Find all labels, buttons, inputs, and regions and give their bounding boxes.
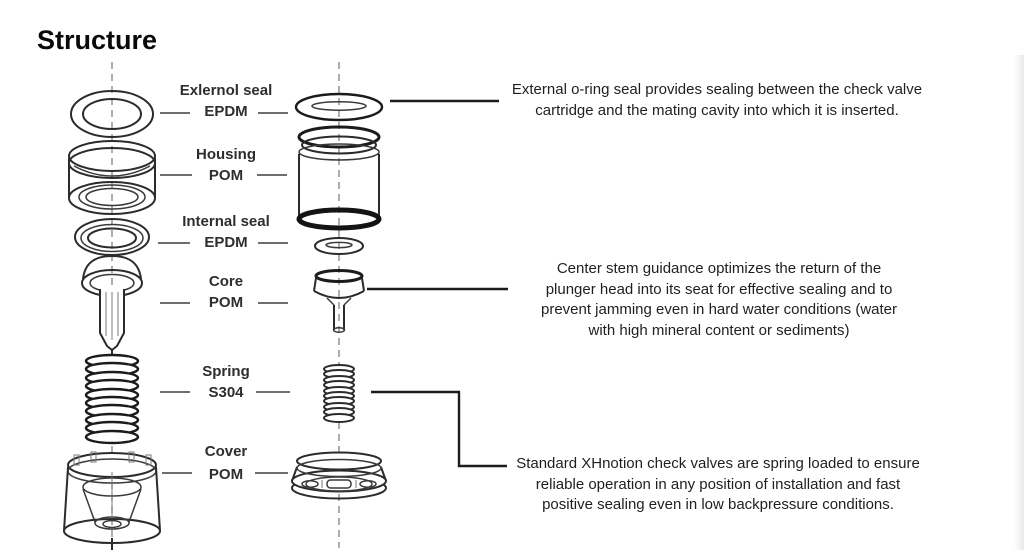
part-material: POM [208, 466, 244, 483]
core-left-drawing [82, 256, 142, 355]
part-label-external-seal [151, 80, 301, 122]
cover-center-drawing [292, 453, 386, 499]
annotation-line: External o-ring seal provides sealing between the check valve [511, 81, 923, 98]
part-label-cover [151, 440, 301, 486]
part-material: S304 [208, 384, 244, 401]
spring-center-drawing [324, 365, 354, 422]
annotation-line: prevent jamming even in hard water conditions (water [540, 301, 897, 318]
part-name: Cover [204, 443, 248, 460]
annotation-line: with high mineral content or sediments) [588, 321, 850, 339]
annotation-line: Standard XHnotion check valves are spring loaded to ensure [516, 455, 920, 472]
scan-edge-shadow [1014, 55, 1024, 550]
annotation-spring-loaded [498, 454, 938, 516]
leader-line-spring [371, 392, 507, 466]
annotation-line: cartridge and the mating cavity into which it is inserted. [535, 101, 899, 119]
annotation-line: positive sealing even in low backpressure conditions. [542, 496, 894, 513]
part-material: EPDM [204, 234, 248, 251]
part-name: Housing [196, 146, 256, 163]
annotation-line: Center stem guidance optimizes the return of the [556, 260, 882, 277]
part-label-housing [151, 144, 301, 186]
part-name: Spring [202, 363, 250, 380]
part-label-spring [151, 361, 301, 403]
annotation-line: reliable operation in any position of installation and fast [535, 475, 901, 493]
part-material: POM [208, 294, 244, 311]
part-name: Exlernol seal [179, 82, 273, 99]
internal-seal-left-drawing [75, 219, 149, 255]
annotation-line: plunger head into its seat for effective sealing and to [545, 280, 893, 298]
part-label-core [151, 271, 301, 313]
spring-left-drawing [86, 355, 138, 443]
annotation-external-seal [497, 80, 937, 121]
annotation-center-stem [499, 259, 939, 341]
page-title: Structure [37, 25, 158, 55]
part-name: Core [208, 273, 244, 290]
part-material: EPDM [204, 103, 248, 120]
part-label-internal-seal [151, 211, 301, 253]
part-name: Internal seal [182, 213, 270, 230]
part-material: POM [208, 167, 244, 184]
